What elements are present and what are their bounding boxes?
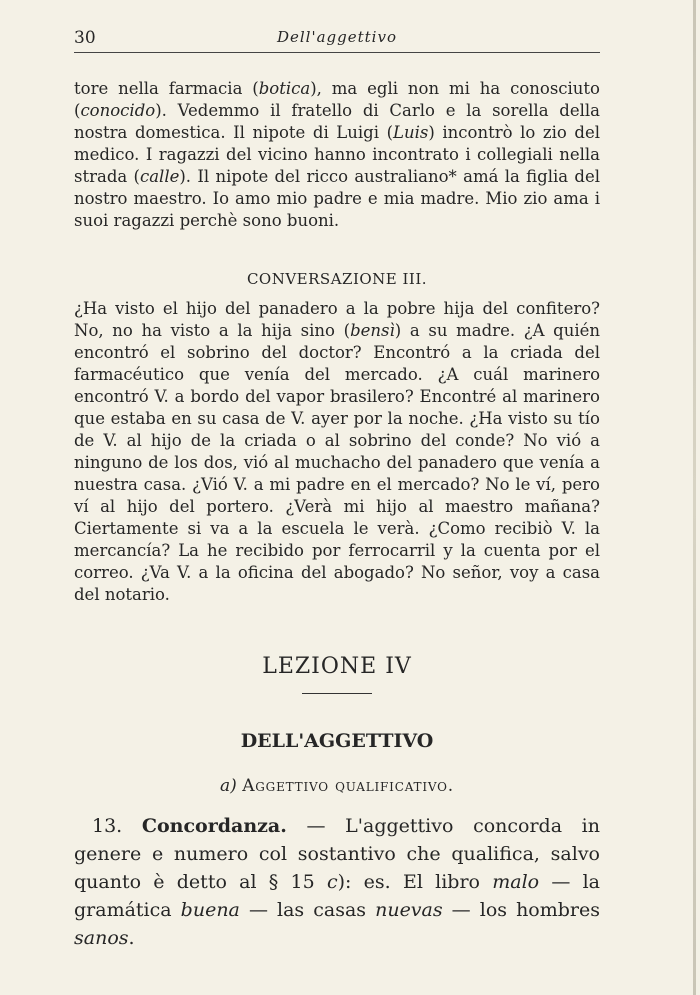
rule-paragraph — [74, 812, 600, 952]
text-run: 13. — [92, 815, 142, 837]
page-edge — [693, 0, 696, 995]
exercise-paragraph — [74, 78, 600, 232]
conversation-title: CONVERSAZIONE III. — [246, 270, 428, 288]
page-header — [74, 26, 600, 53]
italic-run: c — [326, 871, 338, 893]
text-run: . — [128, 927, 135, 949]
text-run: ). Il nipote del ricco australiano* amá la figlia del nostro maestro. Io amo mio padre e mia madre. Mio zio ama i suoi ragazzi perchè sono buoni. — [74, 167, 600, 230]
italic-run: nuevas — [375, 899, 443, 921]
subheading — [74, 776, 600, 796]
page-number: 30 — [74, 28, 96, 48]
running-title: Dell'aggettivo — [276, 28, 397, 46]
italic-run: bensì — [350, 321, 395, 340]
text-run: — L'aggettivo concorda in genere e numero col sostantivo che qualifica, salvo quanto è detto al § 15 — [74, 815, 600, 893]
chapter-title: DELL'AGGETTIVO — [240, 730, 434, 752]
italic-run: calle — [139, 167, 180, 186]
text-run: — la gramática — [74, 871, 601, 921]
conversation-paragraph — [74, 298, 600, 606]
subheading-text: Aggettivo qualificativo. — [242, 776, 454, 796]
bold-run: Concordanza. — [141, 815, 287, 837]
text-run: ), ma egli non mi ha conosciuto ( — [74, 79, 600, 120]
text-run: ) a su madre. ¿A quién encontró el sobrino del doctor? Encontró a la criada del farmacéutico que venía del mercado. ¿A cuál marinero encontró V. a bordo del vapor brasilero? Encontré al marinero que estaba en su casa de V. ayer por la noche. ¿Ha visto su tío de V. al hijo de la criada o al sobrino del conde? No vió a ninguno de los dos, vió al muchacho del panadero que venía a nuestra casa. ¿Vió V. a mi padre en el mercado? No le ví, pero ví al hijo del portero. ¿Verà mi hijo al maestro mañana? Ciertamente si va a la escuela le verà. ¿Como recibiò V. la mercancía? La he recibido por ferrocarril y la cuenta por el correo. ¿Va V. a la oficina del abogado? No señor, voy a casa del notario. — [74, 321, 601, 604]
italic-run: Luis — [393, 123, 429, 142]
italic-run: conocido — [80, 101, 156, 120]
text-run: — los hombres — [442, 899, 601, 921]
italic-run: buena — [180, 899, 240, 921]
italic-run: sanos — [74, 927, 129, 949]
italic-run: botica — [258, 79, 311, 98]
text-run: — las casas — [239, 899, 376, 921]
subheading-prefix: a) — [220, 776, 237, 796]
text-run: ). Vedemmo il fratello di Carlo e la sorella della nostra domestica. Il nipote di Luigi ( — [74, 101, 600, 142]
italic-run: malo — [492, 871, 540, 893]
lesson-title: LEZIONE IV — [262, 654, 412, 679]
text-run: ¿Ha visto el hijo del panadero a la pobre hija del confitero? No, no ha visto a la hija sino ( — [74, 299, 600, 340]
text-run: ): es. El libro — [337, 871, 493, 893]
text-run: tore nella farmacia ( — [74, 79, 259, 98]
text-run: ) incontrò lo zio del medico. I ragazzi del vicino hanno incontrato i collegiali nella strada ( — [74, 123, 600, 186]
divider-rule — [302, 693, 372, 694]
